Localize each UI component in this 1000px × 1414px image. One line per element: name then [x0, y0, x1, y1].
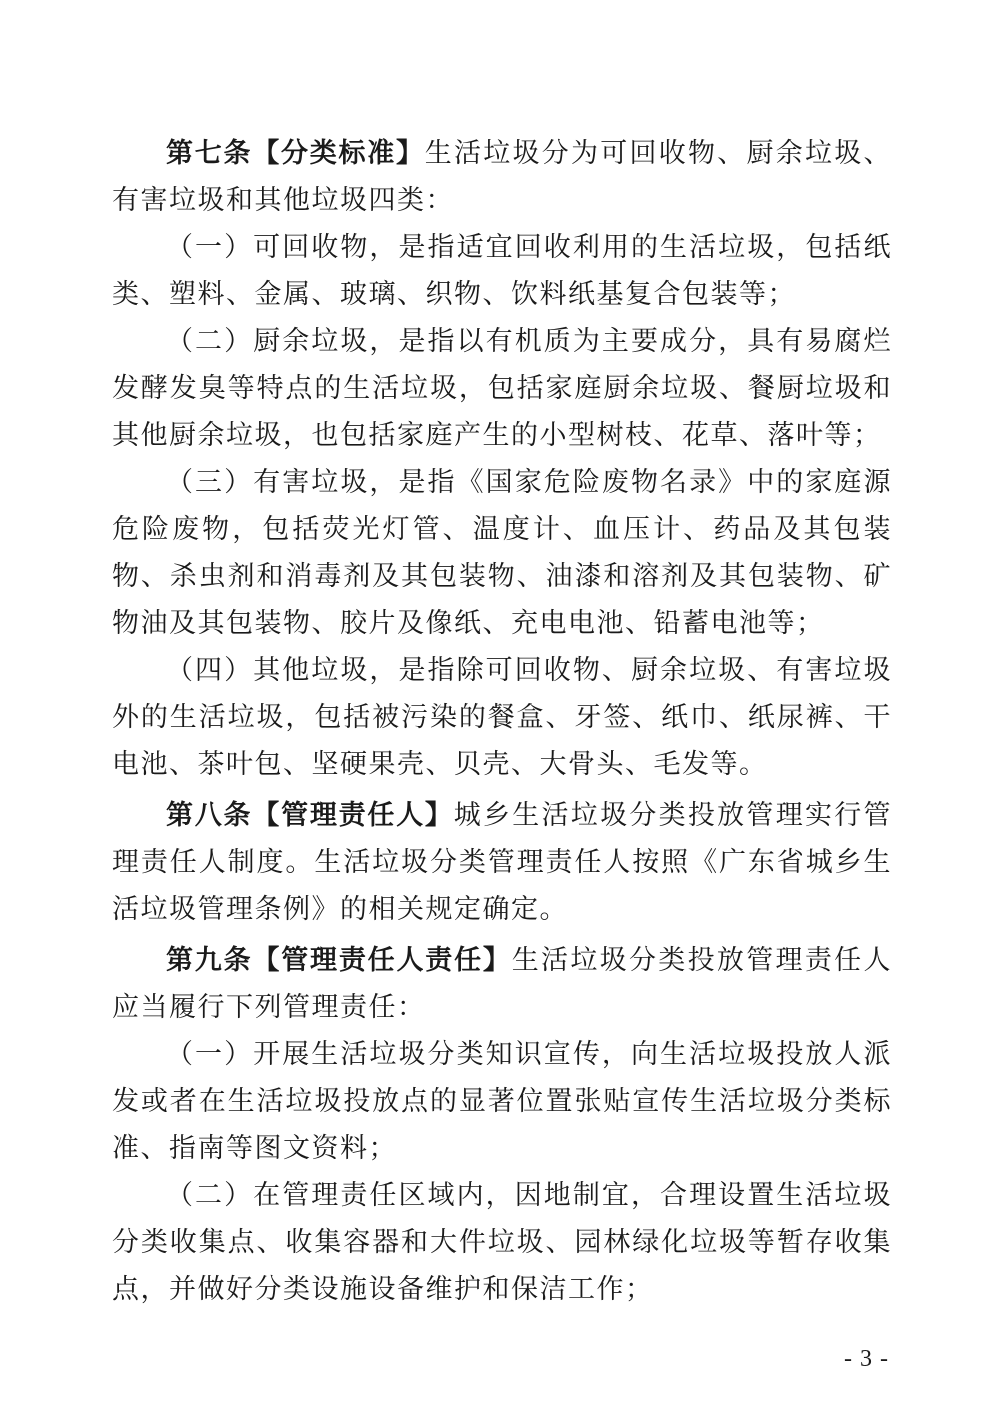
page-number: - 3 -	[844, 1346, 889, 1372]
article-7-item-2: （二）厨余垃圾，是指以有机质为主要成分，具有易腐烂发酵发臭等特点的生活垃圾，包括家庭厨余垃圾、餐厨垃圾和其他厨余垃圾，也包括家庭产生的小型树枝、花草、落叶等；	[112, 326, 892, 451]
article-9-item-1: （一）开展生活垃圾分类知识宣传，向生活垃圾投放人派发或者在生活垃圾投放点的显著位置张贴宣传生活垃圾分类标准、指南等图文资料；	[112, 1039, 892, 1164]
article-7-text: 生活垃圾分为可回收物、厨余垃圾、有害垃圾和其他垃圾四类：	[112, 138, 892, 216]
article-8-text: 城乡生活垃圾分类投放管理实行管理责任人制度。生活垃圾分类管理责任人按照《广东省城乡生活垃圾管理条例》的相关规定确定。	[112, 800, 893, 925]
article-7-item-3: （三）有害垃圾，是指《国家危险废物名录》中的家庭源危险废物，包括荧光灯管、温度计、血压计、药品及其包装物、杀虫剂和消毒剂及其包装物、油漆和溶剂及其包装物、矿物油及其包装物、胶片及像纸、充电电池、铅蓄电池等；	[112, 467, 892, 639]
article-9-text: 生活垃圾分类投放管理责任人应当履行下列管理责任：	[112, 945, 892, 1023]
article-7-heading: 第七条【分类标准】	[166, 138, 425, 169]
article-9-heading: 第九条【管理责任人责任】	[166, 945, 512, 976]
article-7-paragraph	[112, 130, 892, 224]
article-9-paragraph	[112, 937, 892, 1031]
article-7-item-4: （四）其他垃圾，是指除可回收物、厨余垃圾、有害垃圾外的生活垃圾，包括被污染的餐盒、牙签、纸巾、纸尿裤、干电池、茶叶包、坚硬果壳、贝壳、大骨头、毛发等。	[112, 655, 892, 780]
document-page	[112, 126, 892, 1313]
article-7-item-1: （一）可回收物，是指适宜回收利用的生活垃圾，包括纸类、塑料、金属、玻璃、织物、饮料纸基复合包装等；	[112, 232, 892, 310]
article-9-item-2: （二）在管理责任区域内，因地制宜，合理设置生活垃圾分类收集点、收集容器和大件垃圾、园林绿化垃圾等暂存收集点，并做好分类设施设备维护和保洁工作；	[112, 1180, 892, 1305]
article-8-paragraph	[112, 792, 892, 933]
article-8-heading: 第八条【管理责任人】	[166, 800, 454, 831]
